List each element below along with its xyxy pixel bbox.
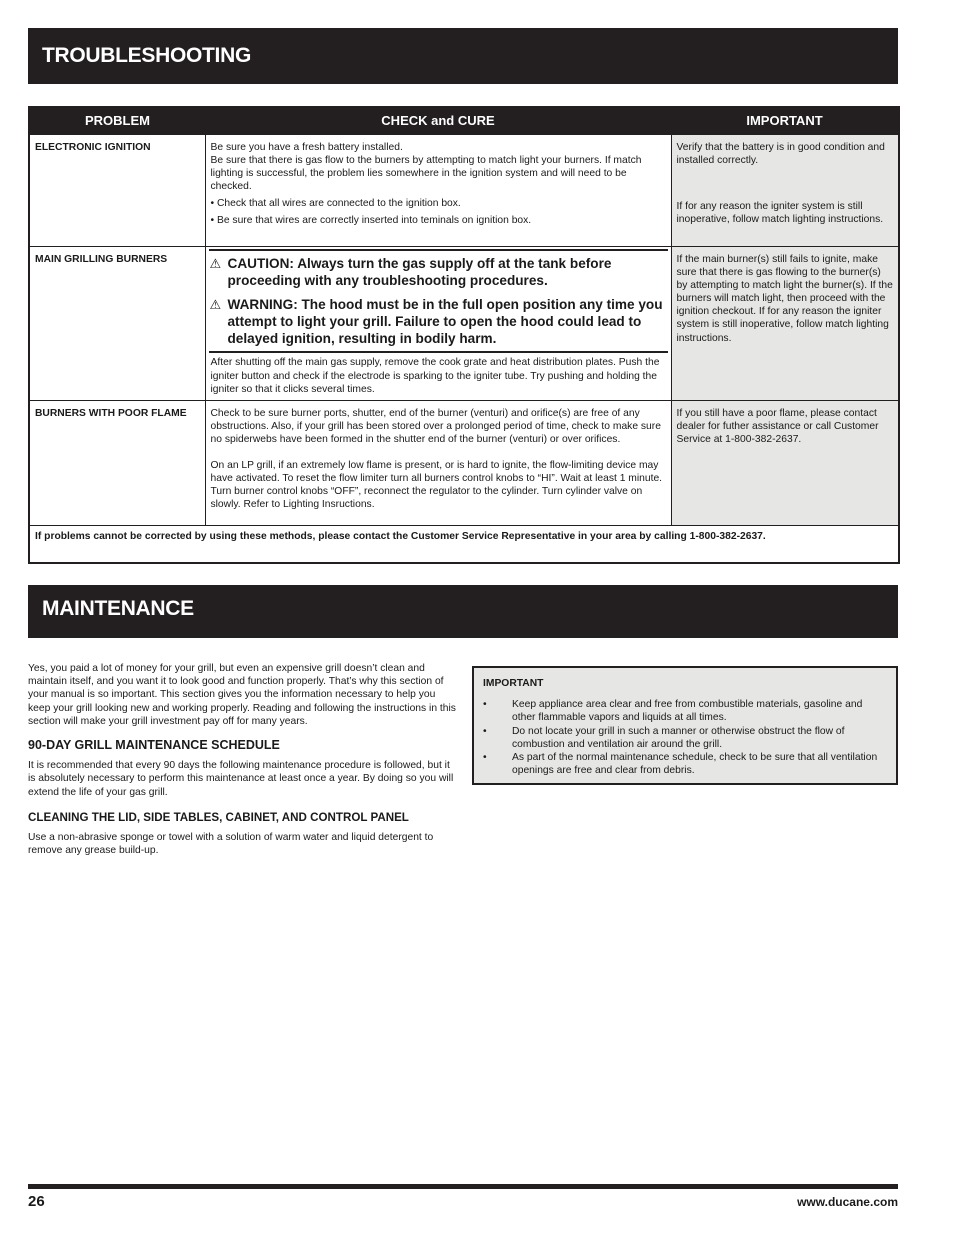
website-url: www.ducane.com xyxy=(797,1195,898,1209)
check-cure-cell xyxy=(205,400,671,525)
maintenance-heading: MAINTENANCE xyxy=(28,585,898,638)
check-cure-cell xyxy=(205,135,671,247)
important-text: If the main burner(s) still fails to ignite, make sure that there is gas flowing to the burner(s) by attempting to match light the burner(s). If the burners will match light, then proceed with the ignition checkout. If for any reason the igniter system is still inoperative, follow match lighting instructions. xyxy=(676,254,893,344)
problem-electronic-ignition: ELECTRONIC IGNITION xyxy=(29,135,205,247)
warning-triangle-icon: ⚠ xyxy=(209,296,222,312)
important-cell xyxy=(671,247,899,401)
bullet-icon: • xyxy=(483,699,487,711)
table-row xyxy=(29,135,899,247)
warning-notice xyxy=(209,296,668,348)
important-box-title: IMPORTANT xyxy=(483,678,544,689)
list-item xyxy=(483,725,886,751)
header-check-and-cure: CHECK and CURE xyxy=(205,107,671,135)
check-text: On an LP grill, if an extremely low flame is present, or is hard to ignite, the flow-limiting device may have activated. To reset the flow limiter turn all burners control knobs to “HI”. Wait at least 1 minute. Turn burner control knobs “OFF”, reconnect the regulator to the cylinder. Turn cylinder valve on slowly. Refer to Lighting Insructions. xyxy=(210,460,663,511)
important-list xyxy=(483,698,886,777)
caution-notice xyxy=(209,255,668,290)
check-cure-cell xyxy=(205,247,671,401)
troubleshooting-table xyxy=(28,106,900,564)
cleaning-heading: CLEANING THE LID, SIDE TABLES, CABINET, AND CONTROL PANEL xyxy=(28,810,409,824)
table-header-row xyxy=(29,107,899,135)
check-text: Check to be sure burner ports, shutter, end of the burner (venturi) and orifice(s) are free of any obstructions. Also, if your grill has been stored over a prolonged period of time, check to make sure no spiderwebs have been formed in the shutter end of the burner (venturi) or over orifices. xyxy=(210,407,661,445)
list-item xyxy=(483,698,886,724)
list-item-text: Do not locate your grill in such a manner or otherwise obstruct the flow of combustion and ventilation air around the grill. xyxy=(512,725,845,750)
check-bullet: • Be sure that wires are correctly inserted into teminals on ignition box. xyxy=(210,215,532,227)
table-row xyxy=(29,247,899,401)
caution-text: CAUTION: Always turn the gas supply off at the tank before proceeding with any troubleshooting procedures. xyxy=(227,256,612,289)
cleaning-text: Use a non-abrasive sponge or towel with a solution of warm water and liquid detergent to remove any grease build-up. xyxy=(28,832,434,857)
bullet-icon: • xyxy=(483,725,487,737)
troubleshooting-heading: TROUBLESHOOTING xyxy=(28,28,898,84)
check-text: Be sure that there is gas flow to the burners by attempting to match light your burners. If match lighting is successful, the problem lies somewhere in the ignition system and will need to be checked. xyxy=(210,155,642,193)
list-item xyxy=(483,751,886,777)
schedule-text: It is recommended that every 90 days the following maintenance procedure is followed, but it is absolutely necessary to perform this maintenance at least once a year. By doing so you will extend the life of your gas grill. xyxy=(28,760,454,798)
warning-text: WARNING: The hood must be in the full open position any time you attempt to light your grill. Failure to open the hood could lead to delayed ignition, resulting in bodily harm. xyxy=(227,296,663,347)
important-text: Verify that the battery is in good condition and installed correctly. xyxy=(676,142,885,167)
check-text: Be sure you have a fresh battery installed. xyxy=(210,142,403,153)
list-item-text: As part of the normal maintenance schedule, check to be sure that all ventilation openings are free and clear from debris. xyxy=(512,752,878,777)
footer-rule xyxy=(28,1184,898,1189)
header-problem: PROBLEM xyxy=(29,107,205,135)
maintenance-intro: Yes, you paid a lot of money for your grill, but even an expensive grill doesn’t clean and maintain itself, and you want it to look good and function properly. That’s why this section of your manual is so important. This section gives you the information necessary to help you keep your grill looking new and working properly. Reading and following the instructions in this section will make your grill investment pay off for many years. xyxy=(28,663,456,727)
page-number: 26 xyxy=(28,1193,45,1210)
troubleshooting-footer-note: If problems cannot be corrected by using these methods, please contact the Customer Service Representative in your area by calling 1-800-382-2637. xyxy=(29,525,899,563)
check-text: After shutting off the main gas supply, remove the cook grate and heat distribution plates. Push the igniter button and check if the electrode is sparking to the igniter tube. Try pushing and holding the igniter so that it clicks several times. xyxy=(210,357,660,395)
table-footer-row xyxy=(29,525,899,563)
bullet-icon: • xyxy=(483,752,487,764)
schedule-heading: 90-DAY GRILL MAINTENANCE SCHEDULE xyxy=(28,738,280,753)
problem-burners-with-poor-flame: BURNERS WITH POOR FLAME xyxy=(29,400,205,525)
maintenance-left-column xyxy=(28,662,456,857)
important-cell xyxy=(671,135,899,247)
safety-notice-box xyxy=(209,249,668,353)
list-item-text: Keep appliance area clear and free from combustible materials, gasoline and other flammable vapors and liquids at all times. xyxy=(512,699,863,724)
warning-triangle-icon: ⚠ xyxy=(209,256,222,271)
problem-main-grilling-burners: MAIN GRILLING BURNERS xyxy=(29,247,205,401)
important-text: If for any reason the igniter system is still inoperative, follow match lighting instructions. xyxy=(676,201,884,226)
check-bullet: • Check that all wires are connected to the ignition box. xyxy=(210,198,461,210)
header-important: IMPORTANT xyxy=(671,107,899,135)
important-cell xyxy=(671,400,899,525)
important-box xyxy=(472,666,898,785)
important-text: If you still have a poor flame, please contact dealer for futher assistance or call Customer Service at 1-800-382-2637. xyxy=(676,407,879,445)
table-row xyxy=(29,400,899,525)
